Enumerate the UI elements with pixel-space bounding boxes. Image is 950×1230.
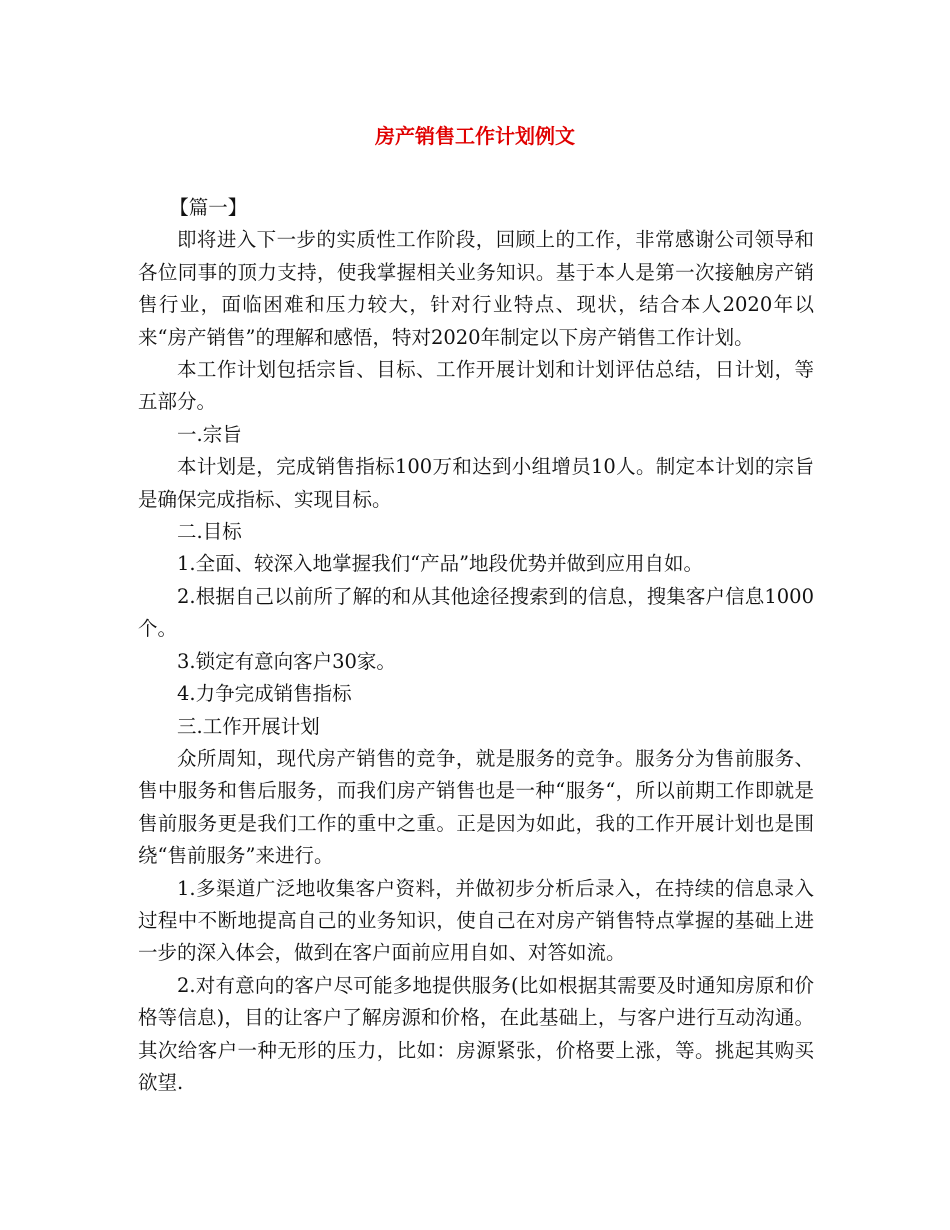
paragraph-purpose: 本计划是，完成销售指标100万和达到小组增员10人。制定本计划的宗旨是确保完成指标、实现目标。 [138, 455, 814, 511]
heading-purpose: 一.宗旨 [177, 422, 242, 446]
goal-item-3: 3.锁定有意向客户30家。 [177, 649, 396, 673]
heading-goals: 二.目标 [177, 520, 242, 544]
heading-work-plan: 三.工作开展计划 [177, 714, 320, 738]
section-marker: 【篇一】 [169, 196, 248, 219]
document-body [138, 192, 814, 1099]
document-title: 房产销售工作计划例文 [375, 124, 575, 148]
plan-item-2: 2.对有意向的客户尽可能多地提供服务(比如根据其需要及时通知房原和价格等信息)，目的让客户了解房源和价格，在此基础上，与客户进行互动沟通。其次给客户一种无形的压力，比如：房源紧张，价格要上涨，等。挑起其购买欲望. [138, 973, 814, 1094]
goal-item-4: 4.力争完成销售指标 [177, 682, 352, 706]
plan-item-1: 1.多渠道广泛地收集客户资料，并做初步分析后录入，在持续的信息录入过程中不断地提高自己的业务知识，使自己在对房产销售特点掌握的基础上进一步的深入体会，做到在客户面前应用自如、对答如流。 [138, 876, 814, 965]
paragraph-service: 众所周知，现代房产销售的竞争，就是服务的竞争。服务分为售前服务、售中服务和售后服务，而我们房产销售也是一种“服务“，所以前期工作即就是售前服务更是我们工作的重中之重。正是因为如此，我的工作开展计划也是围绕“售前服务”来进行。 [138, 746, 814, 868]
paragraph-intro: 即将进入下一步的实质性工作阶段，回顾上的工作，非常感谢公司领导和各位同事的顶力支持，使我掌握相关业务知识。基于本人是第一次接触房产销售行业，面临困难和压力较大，针对行业特点、现状，结合本人2020年以来“房产销售”的理解和感悟，特对2020年制定以下房产销售工作计划。 [138, 228, 814, 349]
goal-item-1: 1.全面、较深入地掌握我们“产品”地段优势并做到应用自如。 [177, 552, 704, 576]
paragraph-scope: 本工作计划包括宗旨、目标、工作开展计划和计划评估总结，日计划，等五部分。 [138, 358, 814, 414]
goal-item-2: 2.根据自己以前所了解的和从其他途径搜索到的信息，搜集客户信息1000个。 [138, 584, 814, 641]
